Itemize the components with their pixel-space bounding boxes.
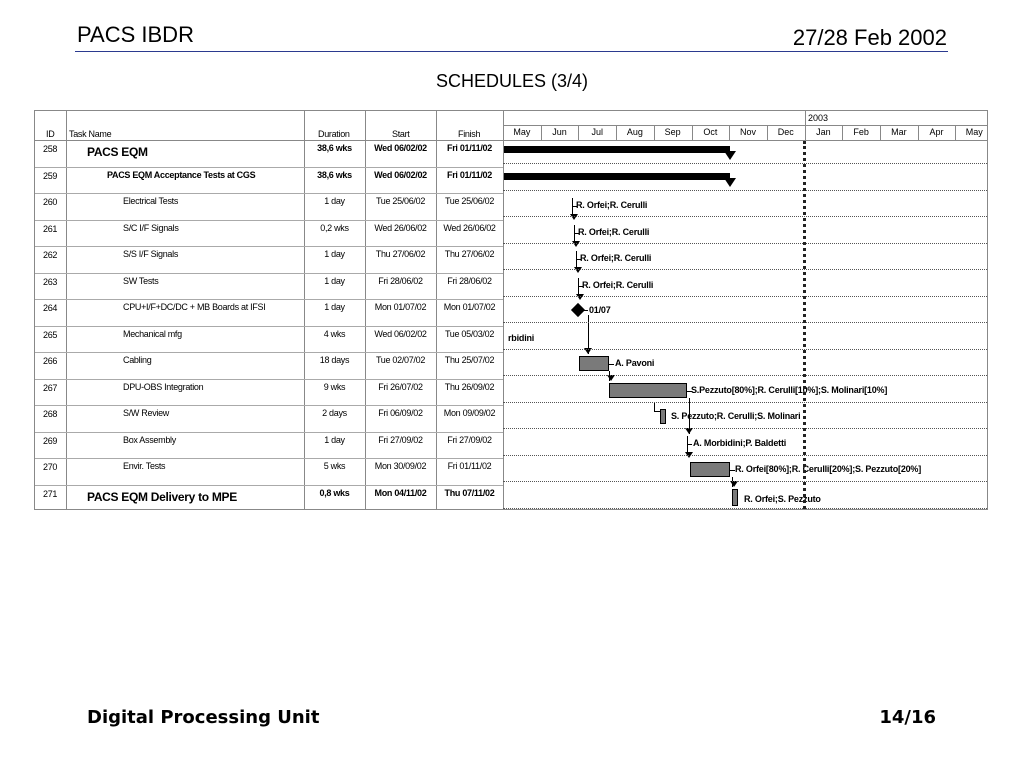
task-duration: 4 wks bbox=[323, 328, 346, 339]
bar-label: S. Pezzuto;R. Cerulli;S. Molinari bbox=[671, 411, 801, 421]
row-divider bbox=[35, 299, 503, 300]
summary-bar bbox=[503, 146, 730, 153]
task-start: Mon 30/09/02 bbox=[374, 461, 427, 471]
task-finish: Mon 01/07/02 bbox=[443, 302, 496, 312]
row-divider bbox=[35, 458, 503, 459]
task-bar bbox=[732, 489, 738, 506]
today-marker bbox=[803, 141, 806, 509]
task-name: Mechanical mfg bbox=[123, 328, 182, 339]
row-divider bbox=[35, 273, 503, 274]
row-divider bbox=[35, 167, 503, 168]
task-name: SW Tests bbox=[123, 275, 159, 286]
header-rule bbox=[75, 51, 948, 52]
bar-label: R. Orfei[80%];R. Cerulli[20%];S. Pezzuto[20%] bbox=[735, 464, 922, 474]
task-finish: Tue 25/06/02 bbox=[444, 196, 495, 206]
label-leader bbox=[609, 364, 614, 365]
task-start: Tue 25/06/02 bbox=[375, 196, 426, 206]
row-gridline bbox=[503, 455, 987, 456]
task-bar bbox=[690, 462, 730, 477]
task-start: Mon 04/11/02 bbox=[374, 487, 427, 498]
footer-label: Digital Processing Unit bbox=[87, 707, 320, 728]
label-leader bbox=[730, 470, 735, 471]
timeline-month: Mar bbox=[891, 127, 907, 137]
timeline-month: Dec bbox=[777, 127, 794, 137]
row-gridline bbox=[503, 216, 987, 217]
bar-label: S.Pezzuto[80%];R. Cerulli[10%];S. Molinari[10%] bbox=[691, 384, 888, 395]
label-leader bbox=[583, 310, 588, 311]
task-id: 258 bbox=[43, 144, 58, 154]
column-divider bbox=[365, 111, 366, 509]
task-duration: 38,6 wks bbox=[317, 169, 352, 180]
row-divider bbox=[35, 193, 503, 194]
label-leader bbox=[687, 444, 692, 445]
task-duration: 1 day bbox=[324, 434, 345, 445]
timeline-month: Feb bbox=[853, 127, 869, 137]
header-divider bbox=[35, 140, 987, 141]
task-start: Fri 06/09/02 bbox=[378, 408, 423, 418]
task-start: Fri 28/06/02 bbox=[378, 275, 423, 286]
timeline-divider bbox=[503, 125, 987, 126]
bar-label: R. Orfei;R. Cerulli bbox=[578, 226, 650, 237]
task-name: S/W Review bbox=[123, 408, 170, 418]
row-divider bbox=[35, 485, 503, 486]
dependency-arrow bbox=[574, 267, 582, 273]
task-start: Wed 06/02/02 bbox=[374, 143, 427, 153]
month-divider bbox=[578, 125, 579, 140]
task-name: S/C I/F Signals bbox=[123, 222, 179, 233]
task-id: 263 bbox=[43, 276, 58, 287]
task-finish: Fri 01/11/02 bbox=[447, 169, 492, 180]
task-bar bbox=[660, 409, 666, 424]
summary-bar bbox=[503, 173, 730, 180]
presentation-date: 27/28 Feb 2002 bbox=[792, 25, 947, 50]
task-duration: 18 days bbox=[319, 355, 350, 365]
task-bar bbox=[579, 356, 609, 371]
bar-label: R. Orfei;S. Pezzuto bbox=[744, 493, 821, 504]
row-gridline bbox=[503, 269, 987, 270]
month-divider bbox=[842, 125, 843, 140]
task-start: Fri 27/09/02 bbox=[378, 434, 423, 445]
month-divider bbox=[692, 125, 693, 140]
task-name: PACS EQM Acceptance Tests at CGS bbox=[107, 169, 256, 180]
timeline-year: 2003 bbox=[808, 113, 829, 123]
bar-label: R. Orfei;R. Cerulli bbox=[582, 279, 654, 290]
task-id: 269 bbox=[43, 435, 58, 446]
task-finish: Mon 09/09/02 bbox=[443, 408, 496, 418]
bar-label: rbidini bbox=[508, 332, 535, 343]
row-gridline bbox=[503, 481, 987, 482]
task-duration: 1 day bbox=[324, 275, 345, 286]
task-finish: Fri 27/09/02 bbox=[447, 434, 492, 445]
task-duration: 38,6 wks bbox=[317, 143, 352, 153]
task-id: 271 bbox=[43, 488, 58, 499]
dependency-link bbox=[654, 403, 655, 411]
column-divider bbox=[503, 111, 504, 509]
row-gridline bbox=[503, 349, 987, 350]
task-name: Cabling bbox=[123, 355, 152, 365]
task-id: 261 bbox=[43, 223, 58, 234]
month-divider bbox=[616, 125, 617, 140]
col-header-start: Start bbox=[392, 129, 410, 139]
col-header-task: Task Name bbox=[69, 129, 112, 139]
presentation-title: PACS IBDR bbox=[77, 22, 194, 47]
task-start: Fri 26/07/02 bbox=[378, 381, 423, 392]
gantt-chart bbox=[34, 110, 988, 510]
task-start: Thu 27/06/02 bbox=[375, 249, 426, 259]
month-divider bbox=[729, 125, 730, 140]
bar-label: R. Orfei;R. Cerulli bbox=[576, 200, 648, 210]
task-id: 262 bbox=[43, 250, 58, 260]
timeline-month: Jul bbox=[591, 127, 603, 137]
row-gridline bbox=[503, 375, 987, 376]
task-start: Wed 06/02/02 bbox=[374, 169, 427, 180]
month-divider bbox=[654, 125, 655, 140]
timeline-month: Sep bbox=[664, 127, 681, 137]
task-name: PACS EQM bbox=[87, 145, 148, 159]
task-name: S/S I/F Signals bbox=[123, 249, 179, 259]
row-gridline bbox=[503, 428, 987, 429]
month-divider bbox=[767, 125, 768, 140]
task-id: 266 bbox=[43, 356, 58, 366]
col-header-finish: Finish bbox=[458, 129, 481, 139]
task-finish: Thu 25/07/02 bbox=[444, 355, 495, 365]
timeline-month: Oct bbox=[703, 127, 718, 137]
column-divider bbox=[66, 111, 67, 509]
timeline-month: May bbox=[965, 127, 983, 137]
task-duration: 5 wks bbox=[323, 461, 346, 471]
task-start: Mon 01/07/02 bbox=[374, 302, 427, 312]
bar-label: 01/07 bbox=[589, 305, 611, 315]
timeline-month: Jun bbox=[552, 127, 567, 137]
task-finish: Tue 05/03/02 bbox=[444, 328, 495, 339]
task-id: 264 bbox=[43, 303, 58, 313]
row-gridline bbox=[503, 402, 987, 403]
row-divider bbox=[35, 352, 503, 353]
task-duration: 9 wks bbox=[323, 381, 346, 392]
task-name: CPU+I/F+DC/DC + MB Boards at IFSI bbox=[123, 302, 266, 312]
task-name: DPU-OBS Integration bbox=[123, 381, 204, 392]
timeline-month: May bbox=[513, 127, 531, 137]
summary-end-marker bbox=[724, 178, 736, 187]
row-divider bbox=[35, 379, 503, 380]
task-duration: 0,2 wks bbox=[320, 222, 349, 233]
row-divider bbox=[35, 326, 503, 327]
row-gridline bbox=[503, 190, 987, 191]
dependency-arrow bbox=[572, 241, 580, 247]
row-divider bbox=[35, 405, 503, 406]
task-id: 260 bbox=[43, 197, 58, 207]
task-finish: Fri 28/06/02 bbox=[447, 275, 492, 286]
row-divider bbox=[35, 220, 503, 221]
row-gridline bbox=[503, 296, 987, 297]
month-divider bbox=[541, 125, 542, 140]
timeline-month: Nov bbox=[740, 127, 757, 137]
task-finish: Thu 07/11/02 bbox=[444, 487, 495, 498]
task-name: Box Assembly bbox=[123, 434, 176, 445]
label-leader bbox=[687, 391, 692, 392]
bar-label: A. Morbidini;P. Baldetti bbox=[693, 437, 787, 448]
row-gridline bbox=[503, 322, 987, 323]
year-divider bbox=[805, 111, 806, 125]
task-start: Wed 26/06/02 bbox=[374, 222, 427, 233]
month-divider bbox=[955, 125, 956, 140]
task-duration: 1 day bbox=[324, 302, 345, 312]
task-bar bbox=[609, 383, 687, 398]
bar-label: R. Orfei;R. Cerulli bbox=[580, 253, 652, 263]
slide-title: SCHEDULES (3/4) bbox=[435, 71, 589, 91]
task-id: 267 bbox=[43, 382, 58, 393]
month-divider bbox=[880, 125, 881, 140]
dependency-arrow bbox=[570, 214, 578, 220]
task-id: 265 bbox=[43, 329, 58, 340]
task-name: PACS EQM Delivery to MPE bbox=[87, 489, 237, 504]
task-id: 270 bbox=[43, 462, 58, 472]
task-finish: Fri 01/11/02 bbox=[447, 461, 492, 471]
task-duration: 2 days bbox=[322, 408, 347, 418]
row-gridline bbox=[503, 243, 987, 244]
row-divider bbox=[35, 246, 503, 247]
dependency-arrow bbox=[576, 294, 584, 300]
task-start: Tue 02/07/02 bbox=[375, 355, 426, 365]
column-divider bbox=[304, 111, 305, 509]
timeline-month: Apr bbox=[929, 127, 944, 137]
task-id: 268 bbox=[43, 409, 58, 419]
task-finish: Thu 26/09/02 bbox=[444, 381, 495, 392]
row-gridline bbox=[503, 508, 987, 509]
task-duration: 1 day bbox=[324, 196, 345, 206]
task-name: Electrical Tests bbox=[123, 196, 179, 206]
month-divider bbox=[805, 125, 806, 140]
col-header-id: ID bbox=[46, 129, 55, 139]
bar-label: A. Pavoni bbox=[615, 358, 655, 368]
task-duration: 1 day bbox=[324, 249, 345, 259]
timeline-month: Aug bbox=[626, 127, 643, 137]
row-gridline bbox=[503, 163, 987, 164]
task-name: Envir. Tests bbox=[123, 461, 166, 471]
page-number: 14/16 bbox=[879, 707, 936, 728]
col-header-duration: Duration bbox=[318, 129, 350, 139]
summary-end-marker bbox=[724, 151, 736, 160]
task-id: 259 bbox=[43, 170, 58, 181]
row-divider bbox=[35, 432, 503, 433]
task-finish: Fri 01/11/02 bbox=[447, 143, 492, 153]
month-divider bbox=[918, 125, 919, 140]
task-finish: Wed 26/06/02 bbox=[443, 222, 496, 233]
column-divider bbox=[436, 111, 437, 509]
task-start: Wed 06/02/02 bbox=[374, 328, 427, 339]
task-finish: Thu 27/06/02 bbox=[444, 249, 495, 259]
timeline-month: Jan bbox=[816, 127, 831, 137]
task-duration: 0,8 wks bbox=[319, 487, 350, 498]
